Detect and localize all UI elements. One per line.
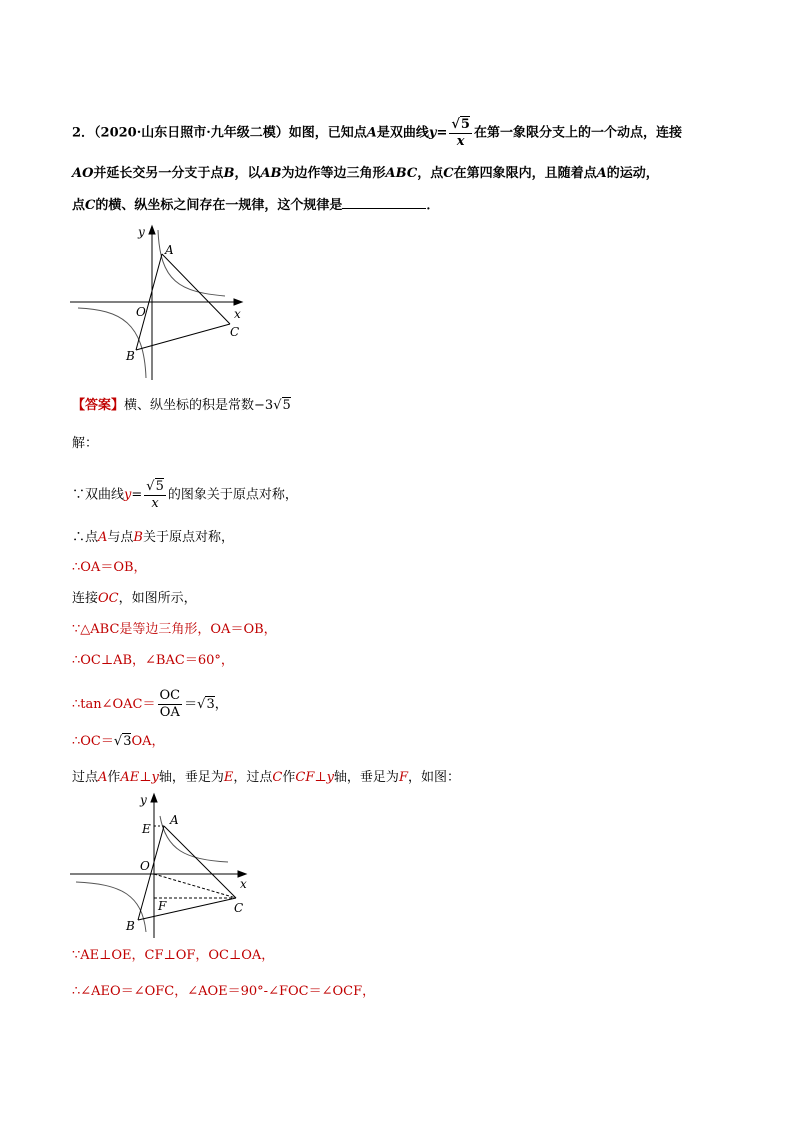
text: 作: [282, 770, 296, 785]
radicand: 5: [460, 117, 470, 132]
text: 是双曲线: [376, 125, 429, 141]
fraction-OC-over-OA: [158, 688, 183, 721]
var-ABC: ABC: [385, 166, 418, 181]
label-O: O: [136, 305, 146, 319]
text: 在第四象限内，且随着点: [453, 166, 597, 181]
label-A: A: [170, 813, 179, 827]
equals: =: [131, 487, 143, 503]
y-axis-arrow: [151, 794, 157, 802]
equals: =: [436, 125, 448, 141]
label-x: x: [234, 307, 241, 321]
solution-step-4: [72, 589, 197, 609]
solution-step-11: ∴∠AEO＝∠OFC，∠AOE＝90°-∠FOC＝∠OCF，: [72, 984, 376, 999]
x-axis-arrow: [234, 299, 242, 305]
hyperbola-branch-1: [158, 230, 225, 296]
y-axis-arrow: [149, 226, 155, 234]
figure-2: [70, 790, 255, 940]
solution-step-8: ∴OC＝√3OA，: [72, 734, 165, 749]
problem-line-3: [72, 194, 439, 216]
fraction-sqrt5-over-x: $\frac{√5}{x}$: [451, 117, 470, 149]
text: 并延长交另一分支于点: [93, 166, 224, 181]
label-B: B: [126, 919, 135, 933]
text: 与点: [107, 530, 134, 545]
text: 的图象关于原点对称，: [167, 487, 298, 503]
text: ，点: [417, 166, 444, 181]
answer-line: 【答案】横、纵坐标的积是常数−3√5: [72, 398, 291, 413]
answer-radicand: 5: [282, 398, 291, 413]
var-C: C: [443, 166, 454, 181]
var-AE-perp-y: AE⊥y: [120, 770, 159, 785]
problem-line-1: [72, 116, 682, 150]
text: 点: [72, 198, 86, 213]
var-A: A: [98, 770, 108, 785]
text: 作: [107, 770, 121, 785]
problem-number: 2．: [72, 125, 95, 141]
text: 在第一象限分支上的一个动点，连接: [473, 125, 682, 141]
var-E: E: [223, 770, 234, 785]
solution-step-6: ∴OC⊥AB，∠BAC＝60°，: [72, 653, 234, 668]
var-A: A: [596, 166, 607, 181]
var-y: y: [428, 125, 437, 141]
var-C: C: [85, 198, 96, 213]
var-A: A: [366, 125, 377, 141]
segment-AC: [162, 254, 230, 324]
label-y: y: [140, 793, 147, 807]
solution-step-10: ∵AE⊥OE，CF⊥OF，OC⊥OA，: [72, 948, 275, 963]
denominator: x: [151, 496, 159, 511]
fraction-sqrt5-over-x: $\frac{√5}{x}$: [146, 479, 164, 511]
text: 连接: [72, 591, 99, 606]
text: 为边作等边三角形: [281, 166, 386, 181]
var-CF-perp-y: CF⊥y: [295, 770, 334, 785]
solution-step-5: ∵△ABC是等边三角形，OA＝OB，: [72, 622, 277, 637]
denominator: OA: [159, 705, 180, 720]
var-OC: OC: [98, 591, 119, 606]
var-B: B: [223, 166, 235, 181]
text: ，过点: [233, 770, 273, 785]
text: ，如图所示，: [118, 591, 197, 606]
label-B: B: [126, 349, 135, 363]
problem-source: （2020·山东日照市·九年级二模）: [94, 125, 289, 141]
label-C: C: [230, 325, 240, 339]
segment-BC: [136, 324, 230, 350]
solution-step-9: [72, 768, 460, 788]
text: OA，: [131, 734, 165, 749]
text: 过点: [72, 770, 99, 785]
text: ∵双曲线: [72, 487, 125, 503]
label-x: x: [240, 877, 247, 891]
text: 关于原点对称，: [142, 530, 234, 545]
text: ∴tan∠OAC＝: [72, 697, 156, 712]
var-B: B: [133, 530, 143, 545]
solution-step-1: [72, 478, 298, 512]
denominator: x: [456, 134, 465, 149]
figure-1: [70, 222, 250, 382]
text: 轴，垂足为: [333, 770, 399, 785]
text: ∴点: [72, 530, 99, 545]
label-y: y: [138, 225, 145, 239]
label-E: E: [142, 822, 151, 836]
var-AO: AO: [72, 166, 94, 181]
label-A: A: [165, 243, 174, 257]
text: ．: [426, 198, 440, 213]
solution-step-2: [72, 528, 234, 548]
segment-BC: [138, 898, 236, 920]
text: ∴OC＝: [72, 734, 114, 749]
label-C: C: [234, 901, 244, 915]
answer-value: −3: [254, 398, 274, 413]
text: 轴，垂足为: [158, 770, 224, 785]
solution-step-7: ∴tan∠OAC＝ $\frac{OC}{OA}$ ＝√3，: [72, 688, 228, 720]
solution-step-3: ∴OA＝OB，: [72, 560, 147, 575]
answer-blank: [342, 194, 426, 209]
label-F: F: [158, 899, 167, 913]
answer-text: 横、纵坐标的积是常数: [124, 398, 255, 413]
text: 的横、纵坐标之间存在一规律，这个规律是: [95, 198, 343, 213]
text: 如图，已知点: [288, 125, 367, 141]
hyperbola-branch-2: [76, 882, 146, 932]
radicand: 5: [155, 479, 164, 494]
radicand: 3: [206, 697, 215, 712]
equals: ＝: [184, 697, 198, 712]
answer-tag: 【答案】: [72, 398, 125, 413]
solution-intro: 解：: [72, 436, 99, 451]
text: 的运动，: [606, 166, 659, 181]
text: ，以: [234, 166, 261, 181]
text: ，: [214, 697, 228, 712]
var-A: A: [98, 530, 108, 545]
label-O: O: [140, 859, 150, 873]
var-F: F: [398, 770, 408, 785]
var-y: y: [124, 487, 132, 503]
var-AB: AB: [260, 166, 282, 181]
radicand: 3: [123, 734, 132, 749]
numerator: OC: [159, 688, 181, 703]
text: ，如图：: [407, 770, 460, 785]
problem-line-2: [72, 164, 659, 184]
var-C: C: [272, 770, 283, 785]
